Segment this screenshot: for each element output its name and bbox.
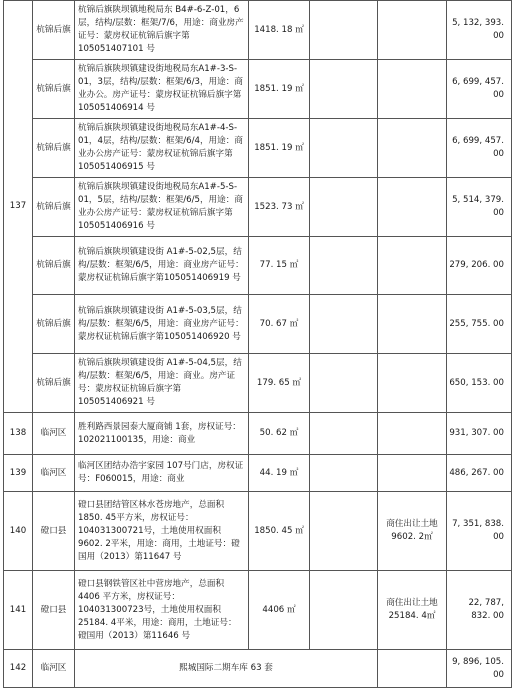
asset-table <box>3 0 512 688</box>
description-cell: 杭锦后旗陕坝镇建设街地税局东A1#-4-S-01，4层，结构/层数：框架/6/4，用途：商业办公房产证号：蒙房权证杭锦后旗字第 105051406915 号 <box>75 119 249 178</box>
table-row <box>4 354 512 413</box>
table-row <box>4 178 512 237</box>
note-cell <box>378 119 447 178</box>
note-cell: 商住出让土地9602. 2㎡ <box>378 492 447 571</box>
note-cell <box>378 455 447 492</box>
description-cell: 杭锦后旗陕坝镇地税局东 B4#-6-Z-01，6层，结构/层数：框架/7/6，用途：商业房产证号：蒙房权证杭锦后旗字第105051407101 号 <box>75 1 249 60</box>
blank-cell <box>310 119 378 178</box>
note-cell <box>378 1 447 60</box>
price-cell: 5, 132, 393. 00 <box>447 1 512 60</box>
table-row <box>4 295 512 354</box>
row-number: 137 <box>4 1 33 413</box>
blank-cell <box>310 60 378 119</box>
blank-cell <box>310 354 378 413</box>
note-cell <box>378 237 447 295</box>
price-cell: 279, 206. 00 <box>447 237 512 295</box>
description-cell: 磴口县团结管区林水苍房地产，总面积1850. 45平方米，房权证号：104031300721号，土地使用权面积 9602. 2平米，用途：商用，土地证号：磴国用（2013）第11647 号 <box>75 492 249 571</box>
price-cell: 255, 755. 00 <box>447 295 512 354</box>
table-row <box>4 571 512 650</box>
table-row <box>4 1 512 60</box>
area-size-cell: 1523. 73 ㎡ <box>249 178 310 237</box>
region-cell: 杭锦后旗 <box>33 178 75 237</box>
row-number: 141 <box>4 571 33 650</box>
region-cell: 杭锦后旗 <box>33 1 75 60</box>
blank-cell <box>310 178 378 237</box>
price-cell: 5, 514, 379. 00 <box>447 178 512 237</box>
area-size-cell: 44. 19 ㎡ <box>249 455 310 492</box>
price-cell: 6, 699, 457. 00 <box>447 119 512 178</box>
area-size-cell: 4406 ㎡ <box>249 571 310 650</box>
area-size-cell: 1851. 19 ㎡ <box>249 60 310 119</box>
blank-cell <box>310 413 378 455</box>
table-row <box>4 60 512 119</box>
price-cell: 9, 896, 105. 00 <box>447 650 512 688</box>
description-cell: 临河区团结办浩宇家园 107号门店，房权证号：F060015，用途：商业 <box>75 455 249 492</box>
description-cell: 胜利路西景园泰大厦商铺 1套，房权证号：102021100135，用途：商业 <box>75 413 249 455</box>
table-row <box>4 492 512 571</box>
note-cell <box>378 295 447 354</box>
table-row <box>4 119 512 178</box>
region-cell: 磴口县 <box>33 492 75 571</box>
region-cell: 磴口县 <box>33 571 75 650</box>
blank-cell <box>310 492 378 571</box>
row-number: 140 <box>4 492 33 571</box>
blank-cell <box>310 295 378 354</box>
area-size-cell: 1418. 18 ㎡ <box>249 1 310 60</box>
area-size-cell: 50. 62 ㎡ <box>249 413 310 455</box>
table-row <box>4 455 512 492</box>
region-cell: 杭锦后旗 <box>33 295 75 354</box>
area-size-cell: 1850. 45 ㎡ <box>249 492 310 571</box>
note-cell <box>378 60 447 119</box>
description-cell: 杭锦后旗陕坝镇建设街 A1#-5-04,5层，结构/层数：框架/6/5，用途：商业。房产证号：蒙房权证杭锦后旗字第105051406921 号 <box>75 354 249 413</box>
price-cell: 22, 787, 832. 00 <box>447 571 512 650</box>
price-cell: 931, 307. 00 <box>447 413 512 455</box>
row-number: 139 <box>4 455 33 492</box>
area-size-cell: 70. 67 ㎡ <box>249 295 310 354</box>
blank-cell <box>310 1 378 60</box>
region-cell: 临河区 <box>33 413 75 455</box>
table-row <box>4 650 512 688</box>
row-number: 142 <box>4 650 33 688</box>
note-cell <box>378 354 447 413</box>
price-cell: 6, 699, 457. 00 <box>447 60 512 119</box>
region-cell: 杭锦后旗 <box>33 237 75 295</box>
description-cell: 杭锦后旗陕坝镇建设街 A1#-5-02,5层，结构/层数：框架/6/5，用途：商业房产证号：蒙房权证杭锦后旗字第105051406919 号 <box>75 237 249 295</box>
blank-cell <box>310 571 378 650</box>
blank-cell <box>310 237 378 295</box>
region-cell: 杭锦后旗 <box>33 60 75 119</box>
note-cell <box>378 650 447 688</box>
price-cell: 650, 153. 00 <box>447 354 512 413</box>
price-cell: 486, 267. 00 <box>447 455 512 492</box>
description-cell: 杭锦后旗陕坝镇建设街地税局东A1#-3-S-01，3层，结构/层数：框架/6/3，用途：商业办公。房产证号：蒙房权证杭锦后旗字第 105051406914 号 <box>75 60 249 119</box>
area-size-cell: 179. 65 ㎡ <box>249 354 310 413</box>
row-number: 138 <box>4 413 33 455</box>
note-cell <box>378 178 447 237</box>
note-cell <box>378 413 447 455</box>
price-cell: 7, 351, 838. 00 <box>447 492 512 571</box>
description-cell: 磴口县钢铁管区社中营房地产，总面积4406 平方米，房权证号：104031300723号，土地使用权面积 25184. 4平米，用途：商用，土地证号：磴国用（2013）第11646 号 <box>75 571 249 650</box>
description-cell: 杭锦后旗陕坝镇建设街 A1#-5-03,5层，结构/层数：框架/6/5，用途：商业房产证号：蒙房权证杭锦后旗字第105051406920 号 <box>75 295 249 354</box>
area-size-cell: 77. 15 ㎡ <box>249 237 310 295</box>
description-cell: 杭锦后旗陕坝镇建设街地税局东A1#-5-S-01，5层，结构/层数：框架/6/5，用途：商业办公房产证号：蒙房权证杭锦后旗字第105051406916 号 <box>75 178 249 237</box>
table-row <box>4 413 512 455</box>
blank-cell <box>310 455 378 492</box>
region-cell: 杭锦后旗 <box>33 119 75 178</box>
region-cell: 杭锦后旗 <box>33 354 75 413</box>
region-cell: 临河区 <box>33 650 75 688</box>
area-size-cell: 1851. 19 ㎡ <box>249 119 310 178</box>
table-row <box>4 237 512 295</box>
region-cell: 临河区 <box>33 455 75 492</box>
description-cell: 熙城国际二期车库 63 套 <box>75 650 378 688</box>
note-cell: 商住出让土地25184. 4㎡ <box>378 571 447 650</box>
